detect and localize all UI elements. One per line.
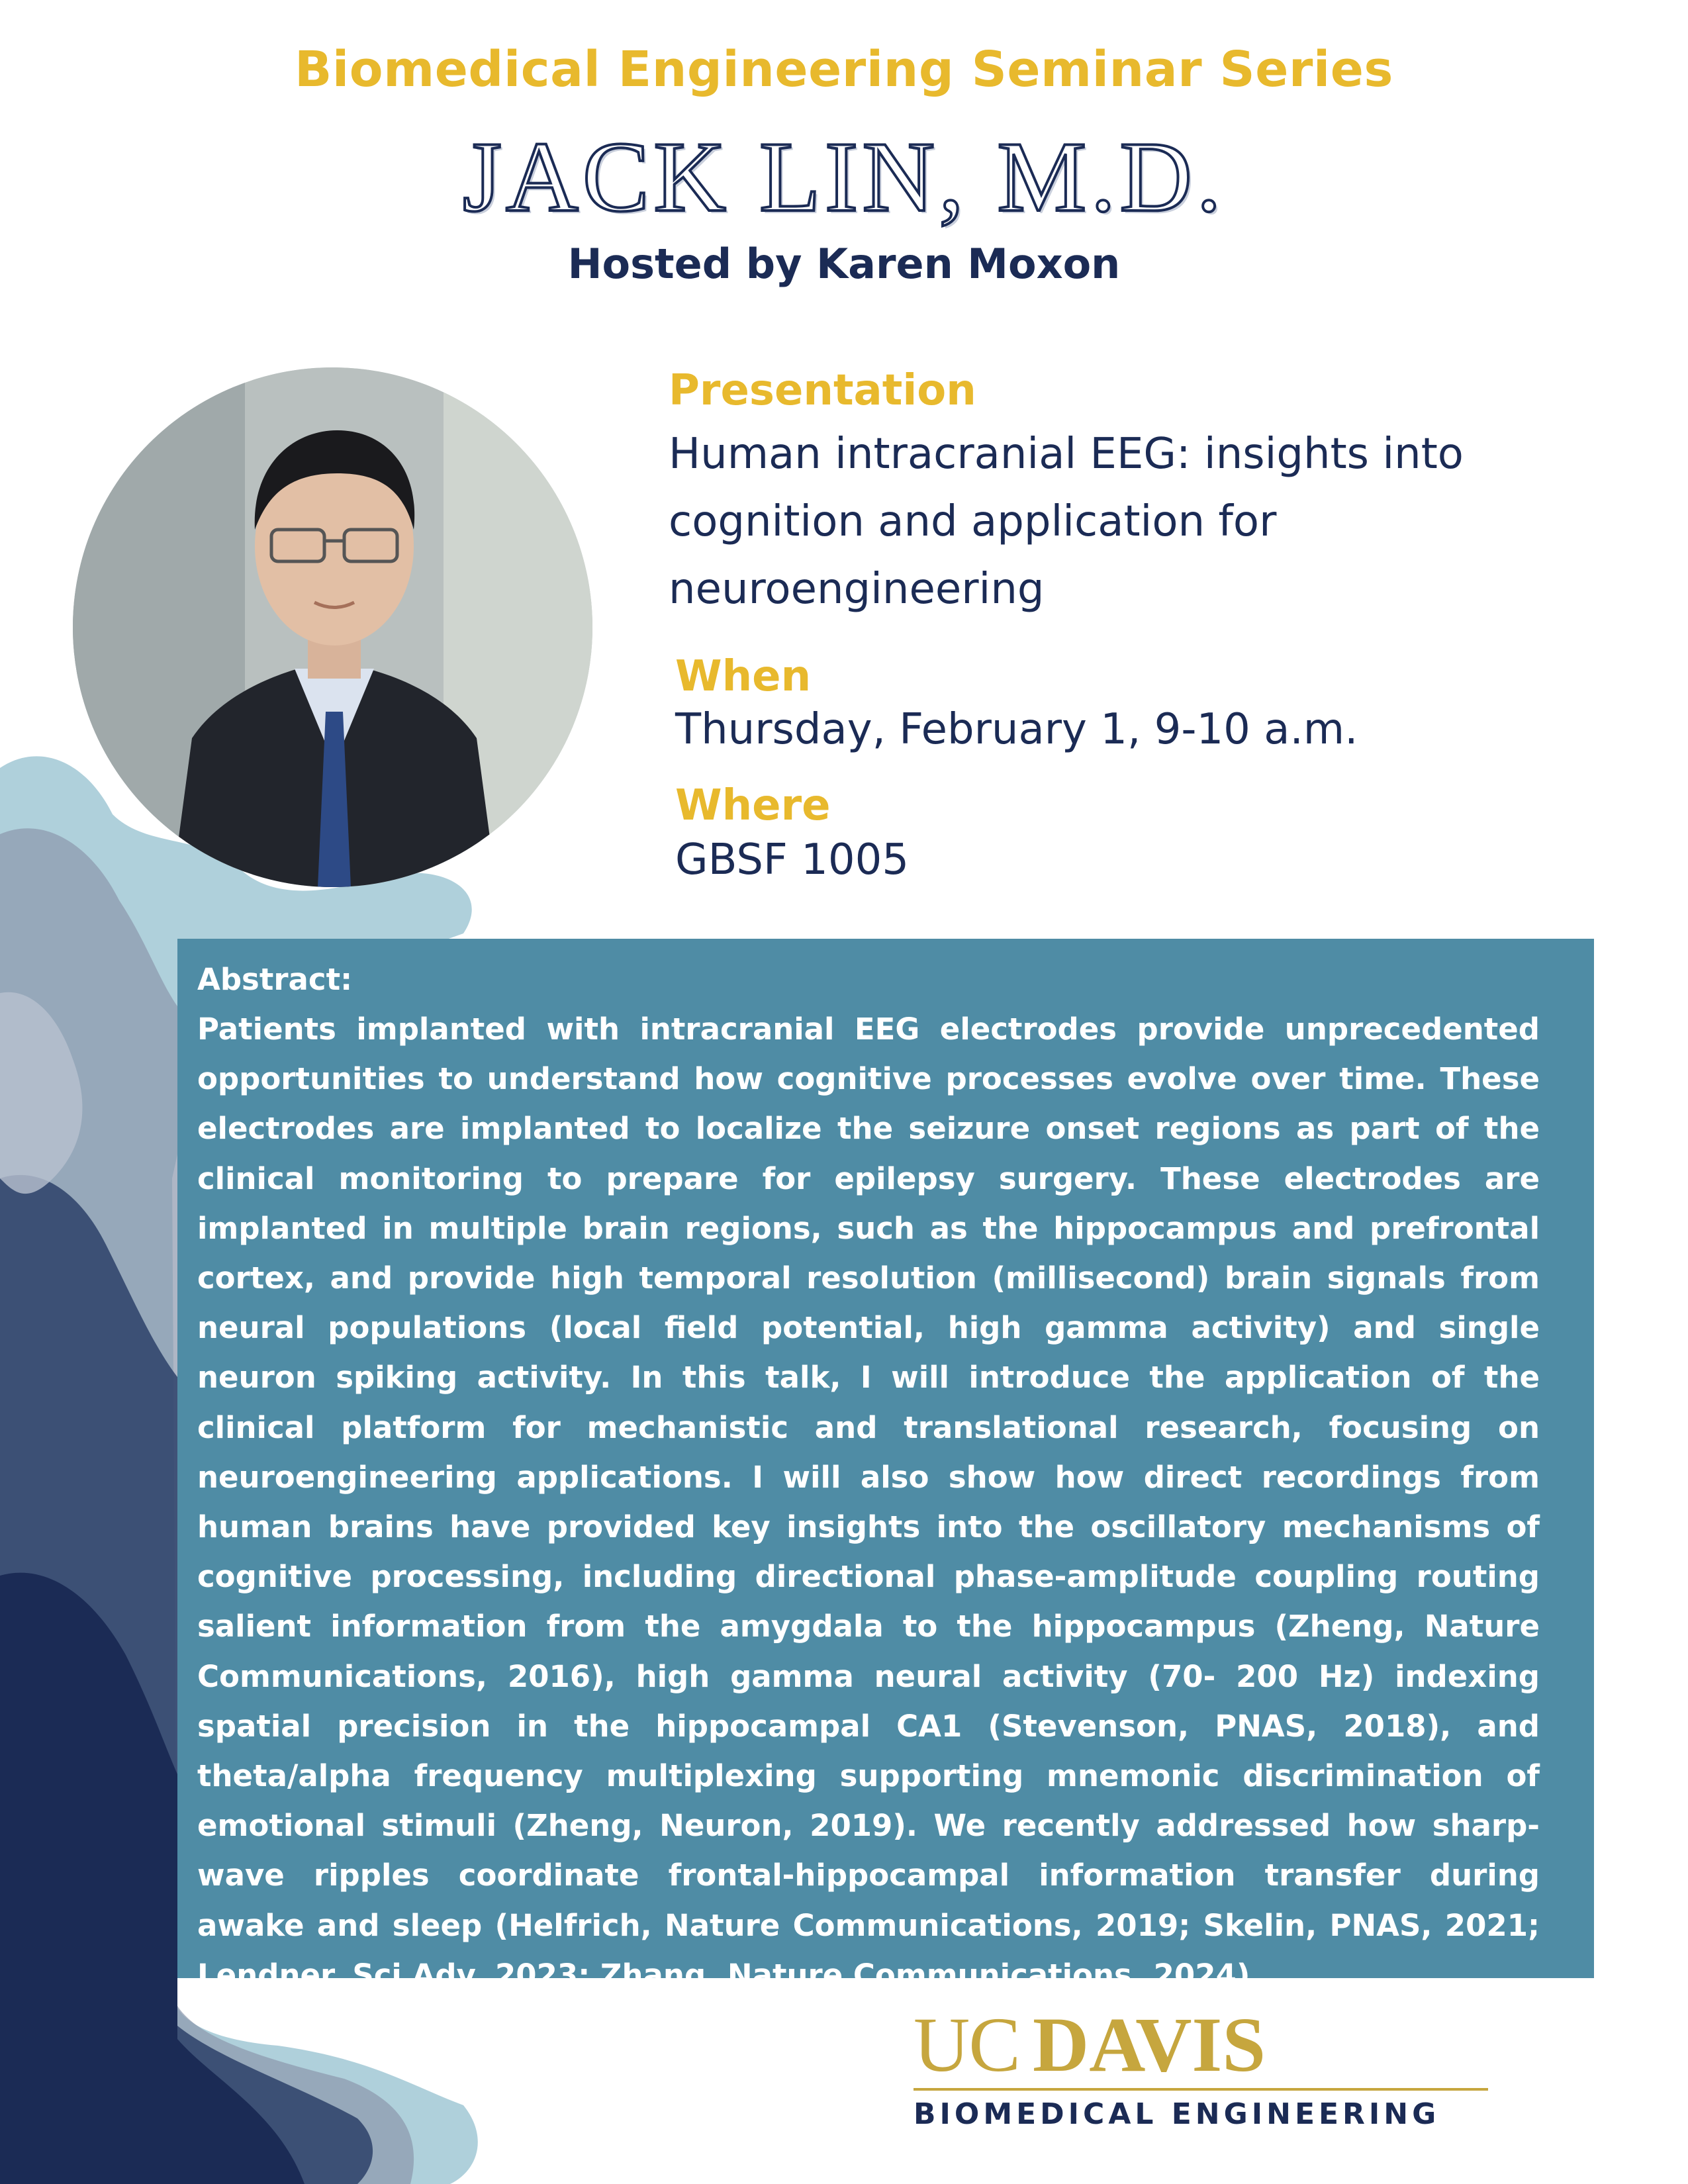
abstract-heading: Abstract: [197,962,353,997]
ucdavis-logo [914,2001,1496,2131]
when-label: When [675,652,812,701]
host-line: Hosted by Karen Moxon [567,240,1121,288]
speaker-photo [73,367,592,887]
speaker-name: JACK LIN, M.D. [462,121,1226,232]
logo-department: BIOMEDICAL ENGINEERING [914,2097,1440,2131]
abstract-box [177,939,1594,1993]
logo-divider [914,2088,1488,2091]
logo-davis-text: DAVIS [1033,2001,1266,2088]
when-value: Thursday, February 1, 9-10 a.m. [675,705,1358,754]
abstract-body: Patients implanted with intracranial EEG electrodes provide unprecedented opportunities to understand how cognitive processes evolve over time. These electrodes are implanted to localize the seizure onset regions as part of the clinical monitoring to prepare for epilepsy surgery. These electrodes are implanted in multiple brain regions, such as the hippocampus and prefrontal cortex, and provide high temporal resolution (millisecond) brain signals from neural populations (local field potential, high gamma activity) and single neuron spiking activity. In this talk, I will introduce the application of the clinical platform for mechanistic and translational research, focusing on neuroengineering applications. I will also show how direct recordings from human brains have provided key insights into the oscillatory mechanisms of cognitive processing, including directional phase-amplitude coupling routing salient information from the amygdala to the hippocampus (Zheng, Nature Communications, 2016), high gamma neural activity (70- 200 Hz) indexing spatial precision in the hippocampal CA1 (Stevenson, PNAS, 2018), and theta/alpha frequency multiplexing supporting mnemonic discrimination of emotional stimuli (Zheng, Neuron, 2019). We recently addressed how sharp-wave ripples coordinate frontal-hippocampal information transfer during awake and sleep (Helfrich, Nature Communications, 2019; Skelin, PNAS, 2021; Lendner, Sci Adv, 2023; Zhang, Nature Communications, 2024). [197,1012,1540,1993]
seminar-series-title: Biomedical Engineering Seminar Series [295,41,1393,98]
portrait-illustration [73,367,592,887]
logo-uc-text: UC [914,2001,1019,2088]
where-label: Where [675,781,831,830]
presentation-title: Human intracranial EEG: insights into cognition and application for neuroengineering [669,430,1464,614]
where-value: GBSF 1005 [675,835,910,884]
presentation-label: Presentation [669,366,976,415]
